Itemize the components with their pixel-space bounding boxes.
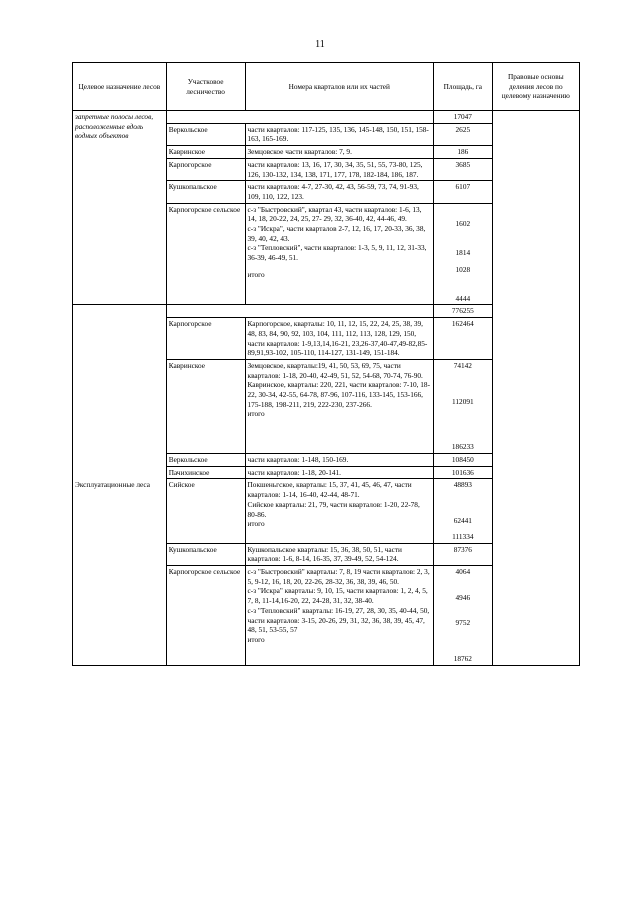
area-value: 9752	[455, 618, 471, 628]
quarters-part: Покшеньгское, кварталы: 15, 37, 41, 45, 46, 47, части кварталов: 1-14, 16-40, 42-44, 48-71.	[247, 480, 412, 500]
area-value: 101636	[434, 466, 493, 479]
forestry-name: Кавринское	[166, 359, 245, 453]
area-value: 108450	[434, 454, 493, 467]
area-value: 74142	[453, 360, 472, 370]
quarters-part: с-з "Быстровский" кварталы: 7, 8, 19 части кварталов: 2, 3, 5, 9-12, 16, 18, 20, 22-26, 28-32, 36, 38, 39, 46, 50.	[247, 566, 430, 586]
quarters-part: с-з "Тепловский" кварталы: 16-19, 27, 28, 30, 35, 40-44, 50, части кварталов: 3-15, 20-26, 29, 31, 32, 36, 38, 39, 45, 47, 48, 51, 53-55, 57	[247, 605, 430, 635]
area-value: 48893	[453, 480, 472, 490]
quarters-list: Земцовское части кварталов: 7, 9.	[245, 146, 434, 159]
quarters-list	[245, 359, 434, 453]
quarters-list: части кварталов: 117-125, 135, 136, 145-148, 150, 151, 158-163, 165-169.	[245, 123, 434, 145]
page-number: 11	[315, 39, 325, 50]
table-row	[73, 111, 580, 124]
quarters-list: части кварталов: 1-148, 150-169.	[245, 454, 434, 467]
itogo-label: итого	[247, 519, 265, 529]
area-value: 112091	[452, 396, 474, 406]
forest-purpose-table	[72, 62, 580, 666]
quarters-part: с-з "Искра", части кварталов 2-7, 12, 16, 17, 20-33, 36, 38, 39, 40, 42, 43.	[247, 224, 426, 243]
area-values	[434, 565, 493, 665]
area-value: 87376	[434, 543, 493, 565]
purpose-protective-strips: запретные полосы лесов, расположенные вдоль водных объектов	[73, 111, 167, 305]
header-legal: Правовые основы деления лесов по целевому назначению	[492, 63, 579, 111]
quarters-part: Земцовское, кварталы:19, 41, 50, 53, 69, 75, части кварталов: 1-18, 20-40, 42-49, 51, 52, 54-68, 70-74, 76-90.	[247, 360, 423, 380]
quarters-list	[245, 203, 434, 305]
header-area: Площадь, га	[434, 63, 493, 111]
quarters-list: части кварталов: 4-7, 27-30, 42, 43, 56-59, 73, 74, 91-93, 109, 110, 122, 123.	[245, 181, 434, 203]
header-forestry: Участковое лесничество	[166, 63, 245, 111]
forestry-name: Кушкопальское	[166, 181, 245, 203]
itogo-value: 111334	[452, 531, 474, 541]
legal-basis-cell	[492, 111, 579, 666]
quarters-part: Кавринское, кварталы: 220, 221, части кварталов: 7-10, 18-22, 30-34, 42-55, 64-78, 87-96, 107-116, 133-145, 153-166, 175-188, 198-211, 219, 222-230, 237-266.	[247, 380, 430, 409]
itogo-label: итого	[247, 634, 265, 644]
area-values	[434, 203, 493, 305]
area-value: 4946	[455, 592, 471, 602]
forestry-name: Карпогорское	[166, 318, 245, 360]
quarters-part: с-з "Искра" кварталы: 9, 10, 15, части кварталов: 1, 2, 4, 5, 7, 8, 11-14,16-20, 22, 24-28, 31, 32, 38-40.	[247, 586, 428, 606]
itogo-label: итого	[247, 409, 265, 419]
area-value: 1028	[455, 265, 471, 275]
itogo-value: 186233	[451, 442, 474, 452]
area-value: 186	[434, 146, 493, 159]
quarters-part: Сийское кварталы: 21, 79, части кварталов: 1-20, 22-78, 80-86.	[247, 499, 420, 519]
header-purpose: Целевое назначение лесов	[73, 63, 167, 111]
section-total-area: 17047	[434, 111, 493, 124]
area-values	[434, 359, 493, 453]
area-value: 62441	[453, 516, 472, 526]
area-value: 3685	[434, 158, 493, 180]
section-total-area: 776255	[434, 305, 493, 318]
purpose-exploitation: Эксплуатационные леса	[73, 305, 167, 665]
section-total-label-cell	[166, 111, 433, 124]
quarters-list	[245, 479, 434, 543]
area-value: 2625	[434, 123, 493, 145]
forestry-name: Сийское	[166, 479, 245, 543]
forestry-name: Кавринское	[166, 146, 245, 159]
itogo-label: итого	[247, 269, 265, 279]
quarters-part: с-з "Быстровский", квартал 43, части кварталов: 1-6, 13, 14, 18, 20-22, 24, 25, 27- 29, 32, 36-40, 42, 44-46, 49.	[247, 204, 422, 224]
quarters-part: с-з "Тепловский", части кварталов: 1-3, 5, 9, 11, 12, 31-33, 36-39, 46-49, 51.	[247, 243, 427, 263]
area-value: 1602	[455, 218, 471, 228]
forestry-name: Кушкопальское	[166, 543, 245, 565]
area-value: 162464	[434, 318, 493, 360]
itogo-value: 18762	[453, 654, 472, 664]
header-quarters: Номера кварталов или их частей	[245, 63, 434, 111]
quarters-list: Кушкопальское кварталы: 15, 36, 38, 50, 51, части кварталов: 1-6, 8-14, 16-35, 37, 39-49, 52, 54-124.	[245, 543, 434, 565]
forestry-name: Карпогорское сельское	[166, 565, 245, 665]
itogo-value: 4444	[455, 293, 471, 303]
forestry-name: Веркольское	[166, 454, 245, 467]
quarters-list: Карпогорское, кварталы: 10, 11, 12, 15, 22, 24, 25, 38, 39, 48, 83, 84, 90, 92, 103, 104, 111, 112, 113, 128, 129, 150, части кварталов: 1-9,13,14,16-21, 23,26-37,40-47,49-82,85-89,91,93-102, 105-110, 114-127, 131-149, 151-184.	[245, 318, 434, 360]
area-value: 4064	[455, 566, 471, 576]
quarters-list: части кварталов: 1-18, 20-141.	[245, 466, 434, 479]
area-values	[434, 479, 493, 543]
forestry-name: Пачихинское	[166, 466, 245, 479]
forestry-name: Карпогорское	[166, 158, 245, 180]
area-value: 1814	[455, 248, 471, 258]
area-value: 6107	[434, 181, 493, 203]
section-total-label-cell	[166, 305, 433, 318]
table-header-row	[73, 63, 580, 111]
forestry-name: Веркольское	[166, 123, 245, 145]
quarters-list: части кварталов: 13, 16, 17, 30, 34, 35, 51, 55, 73-80, 125, 126, 130-132, 134, 138, 171, 177, 178, 182-184, 186, 187.	[245, 158, 434, 180]
forestry-name: Карпогорское сельское	[166, 203, 245, 305]
quarters-list	[245, 565, 434, 665]
